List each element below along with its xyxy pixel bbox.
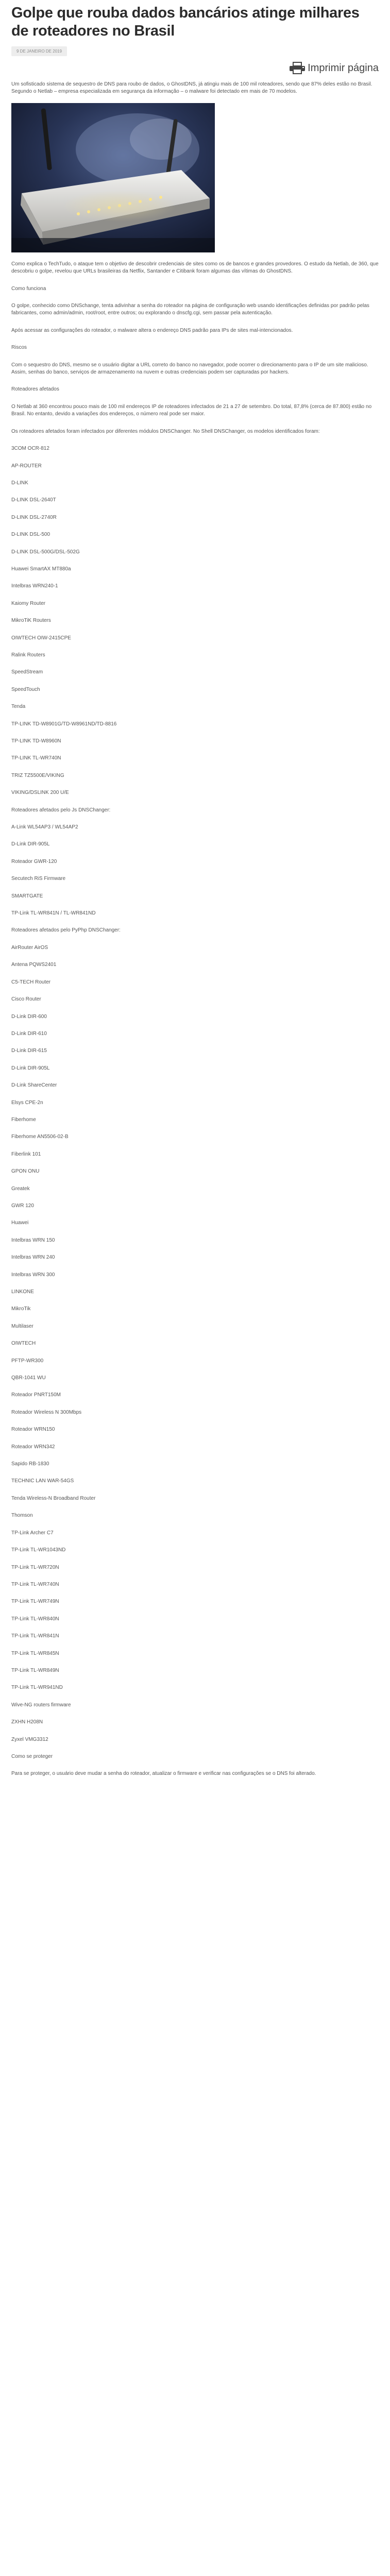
article-paragraph: D-LINK DSL-2640T: [11, 497, 56, 503]
article-paragraph: GPON ONU: [11, 1168, 40, 1175]
article-paragraph: Zyxel VMG3312: [11, 1736, 48, 1742]
article-paragraph: MikroTik: [11, 1306, 31, 1312]
article-paragraph: TECHNIC LAN WAR-54GS: [11, 1478, 74, 1484]
article-paragraph: TP-Link TL-WR740N: [11, 1581, 59, 1587]
article-paragraph: Thomson: [11, 1513, 33, 1519]
print-label: Imprimir página: [308, 62, 379, 74]
article-paragraph: TP-Link TL-WR841N / TL-WR841ND: [11, 910, 96, 917]
article-paragraph: GWR 120: [11, 1202, 34, 1209]
article-paragraph: D-LINK DSL-500: [11, 532, 50, 538]
article-paragraph: Kaiomy Router: [11, 600, 46, 606]
article-paragraph: TP-Link TL-WR720N: [11, 1564, 59, 1570]
article-paragraph: D-Link DIR-905L: [11, 841, 50, 848]
article-paragraph: Após acessar as configurações do roteador, o malware altera o endereço DNS padrão para IPs de sites mal-intencionados.: [11, 327, 293, 333]
publish-date: 9 DE JANEIRO DE 2019: [11, 46, 67, 56]
article-paragraph: Intelbras WRN 240: [11, 1255, 55, 1261]
article-paragraph: Roteadores afetados pelo Js DNSChanger:: [11, 807, 111, 813]
article-paragraph: Como funciona: [11, 285, 46, 292]
article-paragraph: ZXHN H208N: [11, 1719, 43, 1725]
article-paragraph: SMARTGATE: [11, 893, 43, 899]
router-photo: [11, 103, 215, 252]
hero-image: [11, 103, 215, 252]
article-paragraph: AirRouter AirOS: [11, 944, 48, 951]
article-paragraph: Com o sequestro do DNS, mesmo se o usuário digitar a URL correto do banco no navegador, pode ocorrer o direcionamento para o IP de um site malicioso. Assim, senhas do banco, serviços de armazenamento na nuvem e outras credenciais podem ser capturadas por hackers.: [11, 362, 368, 376]
article-paragraph: OIWTECH: [11, 1341, 36, 1347]
article-paragraph: Roteador PNRT150M: [11, 1392, 61, 1398]
article-paragraph: Para se proteger, o usuário deve mudar a senha do roteador, atualizar o firmware e verificar nas configurações se o DNS foi alterado.: [11, 1771, 316, 1777]
article-paragraph: D-Link DIR-615: [11, 1048, 47, 1054]
article-paragraph: TP-Link TL-WR840N: [11, 1616, 59, 1622]
article-paragraph: Fiberhome: [11, 1116, 36, 1123]
article-paragraph: AP-ROUTER: [11, 463, 42, 469]
article-paragraph: Intelbras WRN240-1: [11, 583, 58, 589]
article-paragraph: Secutech RiS Firmware: [11, 876, 66, 882]
article-paragraph: SpeedTouch: [11, 686, 40, 692]
article-paragraph: Cisco Router: [11, 996, 41, 1003]
article-paragraph: Huawei SmartAX MT880a: [11, 566, 71, 572]
article-paragraph: TP-Link TL-WR849N: [11, 1667, 59, 1673]
article-paragraph: Intelbras WRN 150: [11, 1237, 55, 1243]
article-paragraph: Riscos: [11, 345, 27, 351]
article-paragraph: O Netlab at 360 encontrou pouco mais de 100 mil endereços IP de roteadores infectados de 21 a 27 de setembro. Do total, 87,8% (cerca de 87.800) estão no Brasil. No entanto, devido a variações dos endereços, o número real pode ser maior.: [11, 403, 372, 417]
article-paragraph: SpeedStream: [11, 669, 43, 675]
article-lead: Um sofisticado sistema de sequestro de DNS para roubo de dados, o GhostDNS, já atingiu mais de 100 mil roteadores, sendo que 87% deles estão no Brasil. Segundo o Netlab – empresa especializada em segurança da informação – o malware foi detectado em mais de 70 modelos.: [11, 81, 372, 95]
article-paragraph: PFTP-WR300: [11, 1358, 44, 1364]
article-paragraph: 3COM OCR-812: [11, 446, 49, 452]
article-paragraph: D-LINK: [11, 480, 28, 486]
article-title: Golpe que rouba dados bancários atinge milhares de roteadores no Brasil: [11, 5, 360, 39]
article-paragraph: Antena PQWS2401: [11, 962, 57, 968]
article-paragraph: LINKONE: [11, 1289, 34, 1295]
article-paragraph: Multilaser: [11, 1323, 33, 1329]
article-paragraph: TP-LINK TL-WR740N: [11, 755, 61, 761]
article-paragraph: Wive-NG routers firmware: [11, 1702, 71, 1708]
article-paragraph: Roteador WRN342: [11, 1444, 55, 1450]
article-paragraph: Os roteadores afetados foram infectados por diferentes módulos DNSChanger. No Shell DNSChanger, os modelos identificados foram:: [11, 428, 320, 434]
article-paragraph: Roteador Wireless N 300Mbps: [11, 1409, 82, 1415]
article-paragraph: TP-Link TL-WR841N: [11, 1633, 59, 1639]
article-paragraph: Fiberhome AN5506-02-B: [11, 1134, 69, 1140]
article-paragraph: C5-TECH Router: [11, 979, 51, 985]
article-paragraph: QBR-1041 WU: [11, 1375, 46, 1381]
article-paragraph: D-LINK DSL-2740R: [11, 514, 57, 520]
article-paragraph: VIKING/DSLINK 200 U/E: [11, 790, 69, 796]
article-paragraph: O golpe, conhecido como DNSchange, tenta adivinhar a senha do roteador na página de configuração web usando identificações definidas por padrão pelas fabricantes, como admin/admin, root/root, entre outros; ou explorando o dnscfg.cgi, sem passar pela autenticação.: [11, 303, 369, 316]
article-paragraph: Sapido RB-1830: [11, 1461, 49, 1467]
article-paragraph: TP-Link TL-WR749N: [11, 1599, 59, 1605]
article-paragraph: Elsys CPE-2n: [11, 1099, 43, 1106]
article-paragraph: Greatek: [11, 1185, 30, 1192]
article-paragraph: Como se proteger: [11, 1753, 53, 1759]
article-paragraph: Roteador WRN150: [11, 1427, 55, 1433]
article-paragraph: Ralink Routers: [11, 652, 45, 658]
article-paragraph: Huawei: [11, 1220, 29, 1226]
article-paragraph: OIWTECH OIW-2415CPE: [11, 635, 71, 641]
article-paragraph: Roteadores afetados: [11, 386, 59, 393]
article-paragraph: Intelbras WRN 300: [11, 1272, 55, 1278]
printer-icon: [289, 62, 306, 74]
print-button[interactable]: [289, 61, 379, 75]
article-paragraph: A-Link WL54AP3 / WL54AP2: [11, 824, 78, 831]
article-paragraph: Como explica o TechTudo, o ataque tem o objetivo de descobrir credenciais de sites como os de bancos e grandes provedores. O estudo da Netlab, de 360, que descobriu o golpe, revelou que URLs brasileiras da Netflix, Santander e Citibank foram algumas das vítimas do GhostDNS.: [11, 261, 379, 275]
article-paragraph: D-Link DIR-600: [11, 1013, 47, 1020]
article-paragraph: Fiberlink 101: [11, 1151, 41, 1157]
article-paragraph: Tenda Wireless-N Broadband Router: [11, 1495, 96, 1501]
article-paragraph: TP-Link TL-WR845N: [11, 1650, 59, 1656]
print-row: [11, 56, 379, 81]
article-paragraph: Tenda: [11, 704, 26, 710]
article-paragraph: Roteador GWR-120: [11, 858, 57, 865]
article-paragraph: D-LINK DSL-500G/DSL-502G: [11, 549, 80, 555]
article-paragraph: TP-LINK TD-W8901G/TD-W8961ND/TD-8816: [11, 721, 117, 727]
article-paragraph: MikroTiK Routers: [11, 618, 51, 624]
article-paragraph: D-Link ShareCenter: [11, 1082, 57, 1089]
article-paragraph: TP-Link Archer C7: [11, 1530, 54, 1536]
article-paragraph: Roteadores afetados pelo PyPhp DNSChanger:: [11, 927, 121, 934]
article-paragraph: TP-Link TL-WR941ND: [11, 1685, 63, 1691]
article-paragraph: D-Link DIR-905L: [11, 1065, 50, 1071]
article-paragraph: TP-Link TL-WR1043ND: [11, 1547, 66, 1553]
article-paragraph: TP-LINK TD-W8960N: [11, 738, 61, 744]
article-body: [11, 261, 379, 1778]
article-paragraph: TRIZ TZ5500E/VIKING: [11, 772, 64, 778]
article-paragraph: D-Link DIR-610: [11, 1030, 47, 1037]
